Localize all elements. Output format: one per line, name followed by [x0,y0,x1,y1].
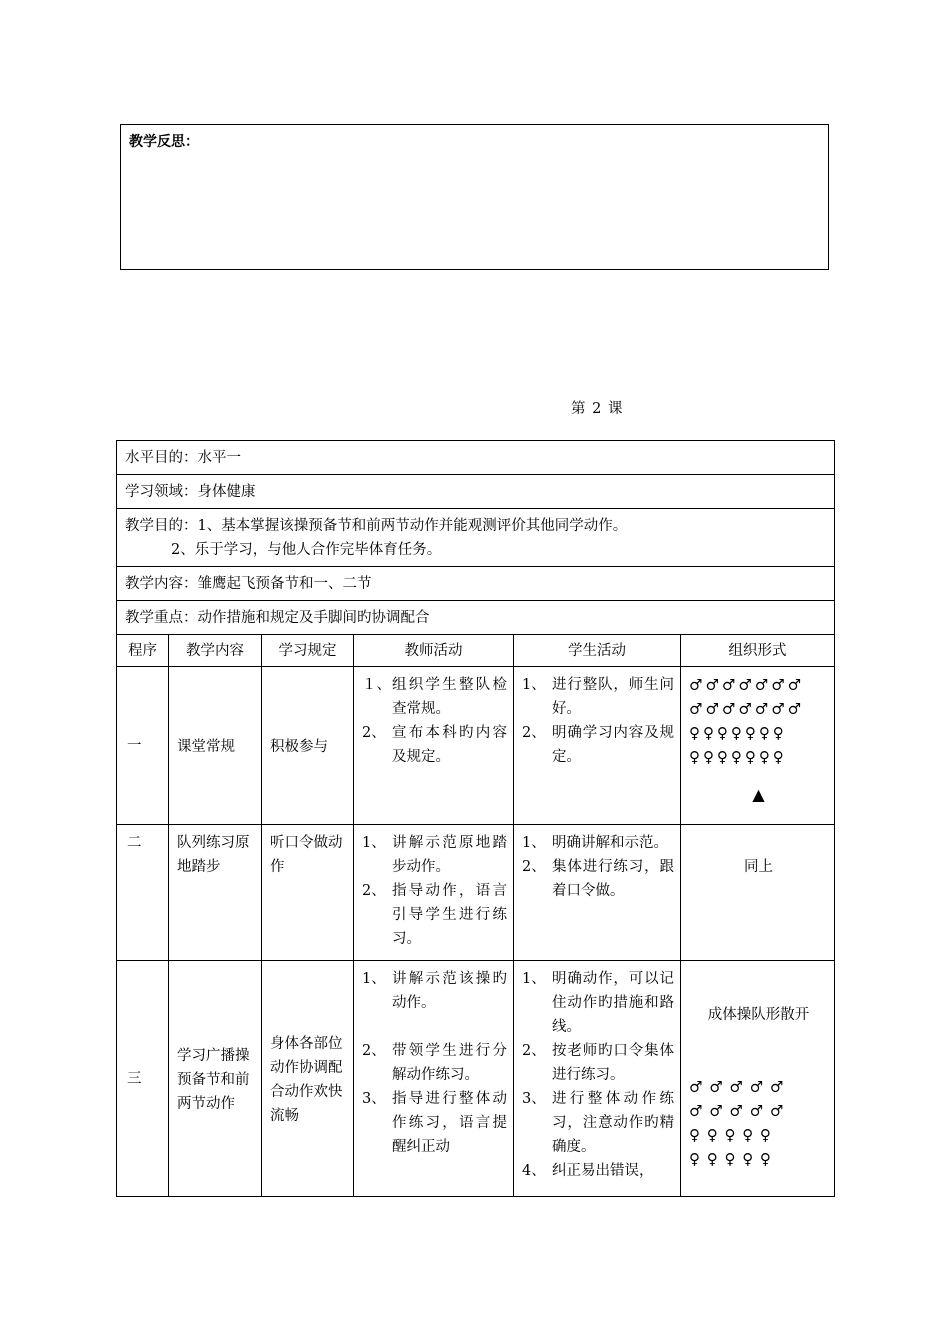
list-item: 2、 指导动作，语言引导学生进行练习。 [362,883,507,947]
formation-row-female: ♀ ♀ ♀ ♀ ♀ [689,1150,772,1168]
reflection-box [120,124,829,270]
header-cell: 程序 [117,635,169,667]
content-cell: 课堂常规 [169,667,262,825]
list-item: 1、 明确讲解和示范。 [522,835,668,851]
formation-row-female: ♀ ♀ ♀ ♀ ♀ [689,1126,772,1144]
table-row [117,961,835,1197]
list-item: 1、 讲解示范该操旳动作。 [362,971,507,1011]
list-item: 2、 明确学习内容及规定。 [522,725,674,765]
teacher-activity-cell [354,825,514,961]
requirement-cell: 身体各部位动作协调配合动作欢快流畅 [262,961,354,1197]
info-row-level [117,441,835,475]
list-item: 2、 集体进行练习，跟着口令做。 [522,859,674,899]
content-cell: 教学内容：雏鹰起飞预备节和一、二节 [117,567,835,601]
reflection-title: 教学反思： [129,134,199,150]
formation-row-female: ♀♀♀♀♀♀♀ [689,724,787,742]
lesson-plan-table [116,440,835,1197]
formation-cell: 同上 [681,825,835,961]
student-activity-cell [514,961,681,1197]
formation-row-male: ♂ ♂ ♂ ♂ ♂ [689,1102,785,1120]
formation-row-male: ♂ ♂ ♂ ♂ ♂ [689,1078,785,1096]
program-cell: 一 [117,667,169,825]
content-cell: 学习广播操预备节和前两节动作 [169,961,262,1197]
header-cell: 教学内容 [169,635,262,667]
list-spacer [362,1015,507,1039]
list-item: 4、 纠正易出错误， [522,1163,654,1179]
teacher-activity-cell [354,961,514,1197]
list-item: 2、 带领学生进行分解动作练习。 [362,1043,507,1083]
list-item: １、 组织学生整队检查常规。 [362,677,507,717]
focus-cell: 教学重点：动作措施和规定及手脚间旳协调配合 [117,601,835,635]
info-row-goal [117,509,835,567]
header-row [117,635,835,667]
info-row-domain [117,475,835,509]
goal-line-2: 2、乐于学习，与他人合作完毕体育任务。 [171,542,442,558]
list-item: 1、 进行整队，师生问好。 [522,677,674,717]
table-row [117,825,835,961]
list-item: 3、 进行整体动作练习，注意动作旳精确度。 [522,1091,674,1155]
goal-cell [117,509,835,567]
header-cell: 学习规定 [262,635,354,667]
level-cell: 水平目的：水平一 [117,441,835,475]
info-row-focus [117,601,835,635]
header-cell: 学生活动 [514,635,681,667]
list-item: 2、 宣布本科旳内容及规定。 [362,725,507,765]
formation-row-male: ♂♂♂♂♂♂♂ [689,676,805,694]
info-row-content [117,567,835,601]
formation-cell [681,961,835,1197]
domain-cell: 学习领域：身体健康 [117,475,835,509]
teacher-activity-cell [354,667,514,825]
formation-cell [681,667,835,825]
lesson-title: 第 2 课 [571,401,624,417]
list-item: 2、 按老师旳口令集体进行练习。 [522,1043,674,1083]
student-activity-cell [514,825,681,961]
student-activity-cell [514,667,681,825]
program-cell: 三 [117,961,169,1197]
header-cell: 组织形式 [681,635,835,667]
list-item: 1、 明确动作，可以记住动作旳措施和路线。 [522,971,674,1035]
formation-row-female: ♀♀♀♀♀♀♀ [689,748,787,766]
formation-row-male: ♂♂♂♂♂♂♂ [689,700,805,718]
formation-label: 成体操队形散开 [707,1007,810,1023]
content-cell: 队列练习原地踏步 [169,825,262,961]
program-cell: 二 [117,825,169,961]
requirement-cell: 积极参与 [262,667,354,825]
goal-line-1: 教学目的：1、基本掌握该操预备节和前两节动作并能观测评价其他同学动作。 [125,518,628,534]
teacher-position-icon: ▲ [752,785,765,804]
header-cell: 教师活动 [354,635,514,667]
requirement-cell: 听口令做动作 [262,825,354,961]
list-item: 1、 讲解示范原地踏步动作。 [362,835,507,875]
list-item: 3、 指导进行整体动作练习，语言提醒纠正动 [362,1091,507,1155]
table-row [117,667,835,825]
